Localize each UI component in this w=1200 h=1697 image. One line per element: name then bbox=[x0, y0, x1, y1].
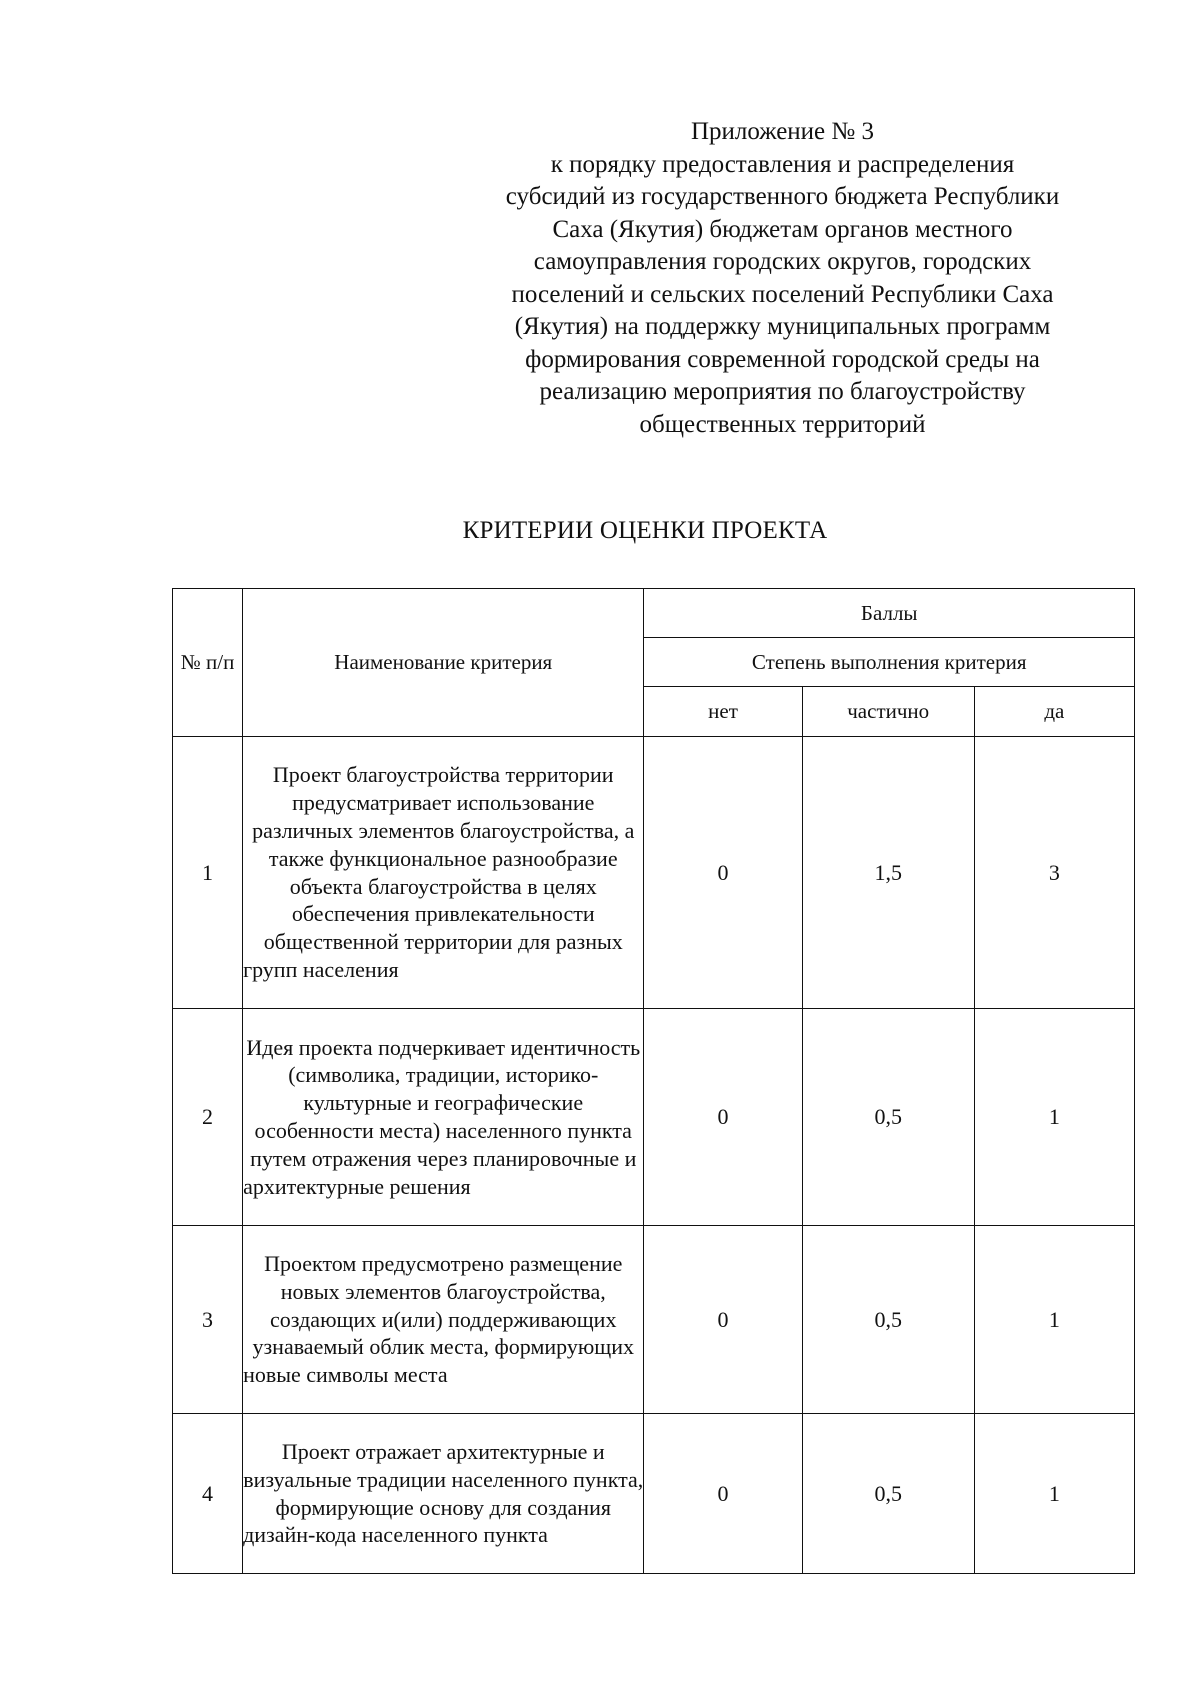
header-name: Наименование критерия bbox=[243, 589, 644, 737]
score-partial: 1,5 bbox=[802, 737, 974, 1009]
table-header-row bbox=[173, 589, 1135, 638]
header-yes: да bbox=[974, 687, 1134, 737]
document-title: КРИТЕРИИ ОЦЕНКИ ПРОЕКТА bbox=[462, 517, 828, 544]
criterion-text: Проект отражает архитектурные и визуальные традиции населенного пункта, формирующие основу для создания дизайн-кода населенного пункта bbox=[243, 1414, 644, 1574]
score-yes: 1 bbox=[974, 1226, 1134, 1414]
score-partial: 0,5 bbox=[802, 1226, 974, 1414]
criterion-text: Проектом предусмотрено размещение новых элементов благоустройства, создающих и(или) поддерживающих узнаваемый облик места, формирующих новые символы места bbox=[243, 1226, 644, 1414]
header-points: Баллы bbox=[644, 589, 1135, 638]
appendix-line: общественных территорий bbox=[639, 410, 926, 438]
table-row bbox=[173, 737, 1135, 1009]
score-no: 0 bbox=[644, 1226, 802, 1414]
appendix-line: формирования современной городской среды на bbox=[525, 345, 1040, 373]
table-row bbox=[173, 1226, 1135, 1414]
score-no: 0 bbox=[644, 1009, 802, 1226]
score-yes: 1 bbox=[974, 1414, 1134, 1574]
appendix-heading bbox=[455, 116, 1110, 441]
table-row bbox=[173, 1009, 1135, 1226]
appendix-line: субсидий из государственного бюджета Республики bbox=[505, 183, 1060, 210]
criterion-text: Идея проекта подчеркивает идентичность (символика, традиции, историко-культурные и географические особенности места) населенного пункта путем отражения через планировочные и архитектурные решения bbox=[243, 1009, 644, 1226]
row-number: 4 bbox=[173, 1414, 243, 1574]
score-partial: 0,5 bbox=[802, 1414, 974, 1574]
appendix-line: поселений и сельских поселений Республики Саха bbox=[511, 280, 1054, 308]
score-no: 0 bbox=[644, 737, 802, 1009]
appendix-line: самоуправления городских округов, городских bbox=[533, 248, 1032, 275]
score-no: 0 bbox=[644, 1414, 802, 1574]
header-no: нет bbox=[644, 687, 802, 737]
appendix-line: Приложение № 3 bbox=[690, 118, 875, 145]
table-row bbox=[173, 1414, 1135, 1574]
row-number: 2 bbox=[173, 1009, 243, 1226]
appendix-line: (Якутия) на поддержку муниципальных программ bbox=[514, 313, 1051, 340]
appendix-line: реализацию мероприятия по благоустройству bbox=[539, 378, 1026, 405]
header-partial: частично bbox=[802, 687, 974, 737]
appendix-line: Саха (Якутия) бюджетам органов местного bbox=[552, 215, 1013, 243]
row-number: 1 bbox=[173, 737, 243, 1009]
appendix-line: к порядку предоставления и распределения bbox=[550, 150, 1015, 178]
header-number bbox=[173, 589, 243, 737]
criteria-table bbox=[172, 588, 1135, 1574]
score-yes: 3 bbox=[974, 737, 1134, 1009]
header-degree: Степень выполнения критерия bbox=[644, 638, 1135, 687]
header-number-label: № п/п bbox=[180, 650, 235, 674]
row-number: 3 bbox=[173, 1226, 243, 1414]
criterion-text: Проект благоустройства территории предусматривает использование различных элементов благоустройства, а также функциональное разнообразие объекта благоустройства в целях обеспечения привлекательности общественной территории для разных групп населения bbox=[243, 737, 644, 1009]
score-partial: 0,5 bbox=[802, 1009, 974, 1226]
score-yes: 1 bbox=[974, 1009, 1134, 1226]
